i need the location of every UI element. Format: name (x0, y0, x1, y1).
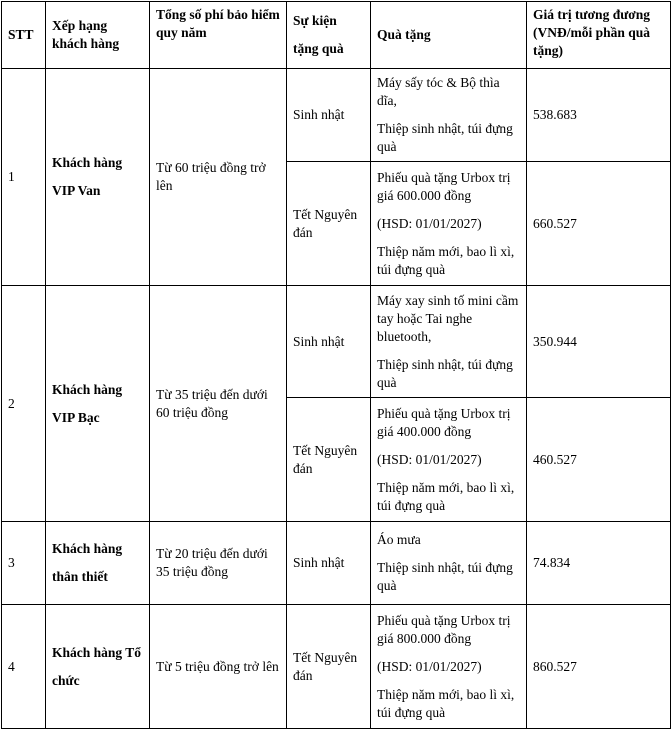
cell-rank: Khách hàng VIP Bạc (46, 286, 150, 522)
gift-line: Thiệp năm mới, bao lì xì, túi đựng quà (377, 243, 515, 277)
header-rank: Xếp hạng khách hàng (46, 2, 150, 69)
gift-line: Máy xay sinh tố mini cầm tay hoặc Tai nghe bluetooth, (377, 292, 519, 344)
cell-gift (371, 286, 527, 398)
gift-line: Máy sấy tóc & Bộ thìa dĩa, (377, 75, 500, 108)
gift-line: (HSD: 01/01/2027) (377, 658, 482, 674)
gift-line: (HSD: 01/01/2027) (377, 451, 482, 467)
header-value: Giá trị tương đương (VNĐ/mỗi phần quà tặng) (527, 2, 671, 69)
cell-event: Tết Nguyên đán (287, 605, 371, 729)
table-row (2, 605, 671, 729)
cell-value: 350.944 (527, 286, 671, 398)
gift-line: Thiệp năm mới, bao lì xì, túi đựng quà (377, 479, 515, 513)
cell-gift (371, 605, 527, 729)
gift-line: Thiệp sinh nhật, túi đựng quà (377, 121, 513, 154)
gift-line: Thiệp sinh nhật, túi đựng quà (377, 560, 513, 593)
header-fee: Tổng số phí bảo hiểm quy năm (150, 2, 287, 69)
cell-gift (371, 162, 527, 286)
gift-line: Phiếu quà tặng Urbox trị giá 600.000 đồng (377, 169, 511, 203)
gift-line: Thiệp sinh nhật, túi đựng quà (377, 356, 513, 390)
cell-value: 860.527 (527, 605, 671, 729)
gift-line: Thiệp năm mới, bao lì xì, túi đựng quà (377, 686, 515, 720)
header-stt: STT (2, 2, 46, 69)
cell-fee: Từ 35 triệu đến dưới 60 triệu đồng (150, 286, 287, 522)
cell-event: Sinh nhật (287, 522, 371, 605)
header-event: Sự kiện tặng quà (287, 2, 371, 69)
cell-event: Tết Nguyên đán (287, 162, 371, 286)
cell-rank: Khách hàng thân thiết (46, 522, 150, 605)
cell-event: Sinh nhật (287, 69, 371, 162)
cell-fee: Từ 5 triệu đồng trở lên (150, 605, 287, 729)
table-row (2, 522, 671, 605)
cell-gift (371, 398, 527, 522)
cell-stt: 2 (2, 286, 46, 522)
cell-rank: Khách hàng Tổ chức (46, 605, 150, 729)
gift-line: Phiếu quà tặng Urbox trị giá 800.000 đồng (377, 612, 511, 646)
gift-line: Áo mưa (377, 532, 421, 547)
cell-event: Sinh nhật (287, 286, 371, 398)
cell-stt: 3 (2, 522, 46, 605)
cell-stt: 1 (2, 69, 46, 286)
cell-value: 460.527 (527, 398, 671, 522)
gift-line: Phiếu quà tặng Urbox trị giá 400.000 đồng (377, 405, 511, 439)
cell-value: 538.683 (527, 69, 671, 162)
cell-value: 660.527 (527, 162, 671, 286)
header-gift: Quà tặng (371, 2, 527, 69)
cell-stt: 4 (2, 605, 46, 729)
gift-line: (HSD: 01/01/2027) (377, 215, 482, 231)
gift-table (1, 1, 671, 729)
table-row (2, 286, 671, 398)
cell-rank: Khách hàng VIP Van (46, 69, 150, 286)
cell-fee: Từ 60 triệu đồng trở lên (150, 69, 287, 286)
header-row (2, 2, 671, 69)
cell-fee: Từ 20 triệu đến dưới 35 triệu đồng (150, 522, 287, 605)
cell-gift (371, 69, 527, 162)
table-row (2, 69, 671, 162)
cell-value: 74.834 (527, 522, 671, 605)
cell-event: Tết Nguyên đán (287, 398, 371, 522)
cell-gift (371, 522, 527, 605)
